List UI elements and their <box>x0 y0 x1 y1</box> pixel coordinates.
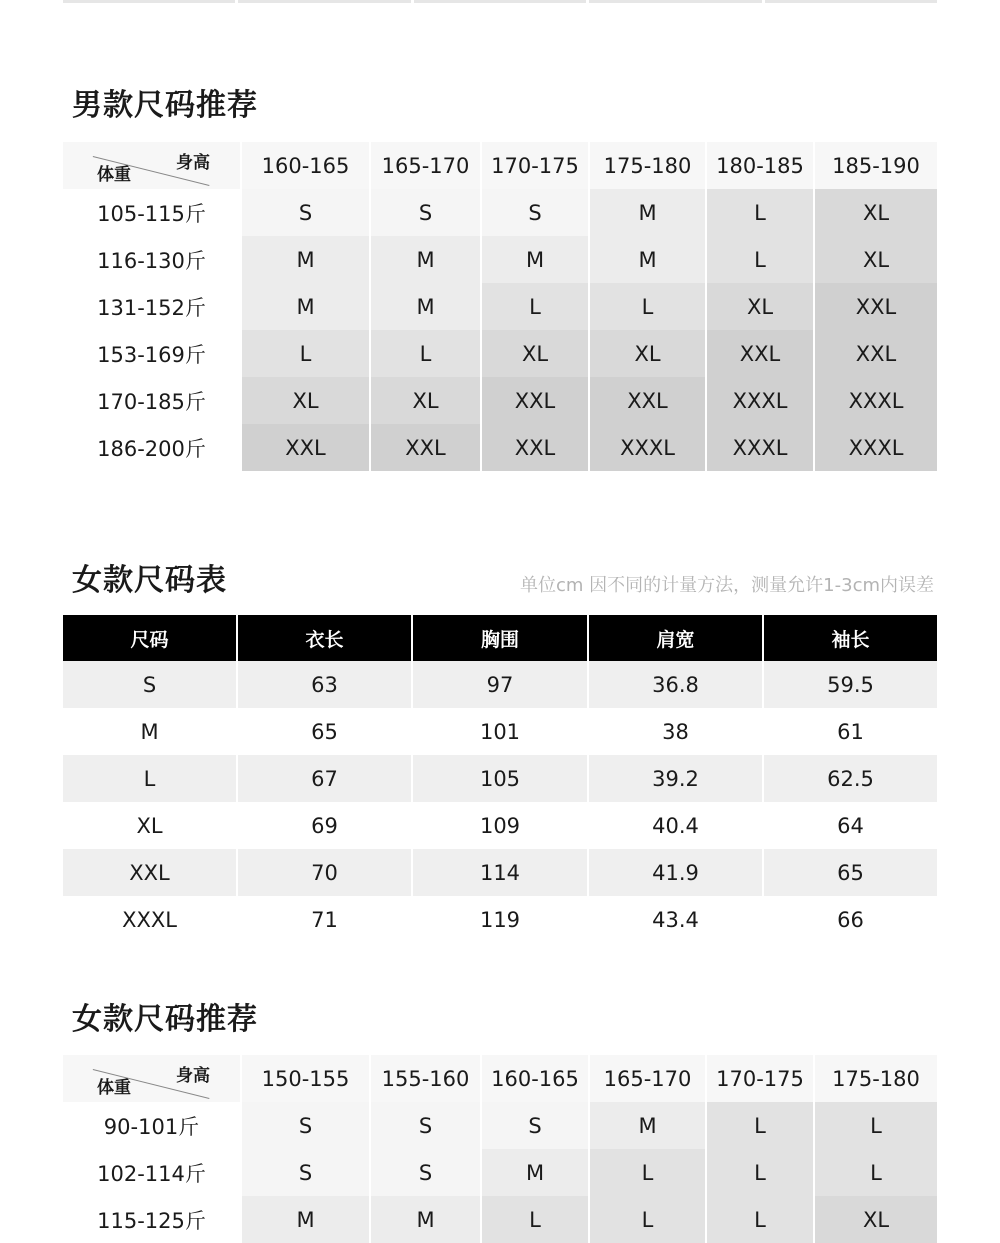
height-range-header: 185-190 <box>815 142 937 189</box>
weight-range-label: 170-185斤 <box>63 377 240 424</box>
women-size-recommendation-table <box>63 1055 937 1243</box>
size-cell: XXL <box>482 377 588 424</box>
size-cell: L <box>707 1102 813 1149</box>
size-cell: M <box>242 236 369 283</box>
size-cell: M <box>590 1102 705 1149</box>
size-cell: XXL <box>482 424 588 471</box>
table-cell: 69 <box>238 802 411 849</box>
size-cell: XXXL <box>707 377 813 424</box>
size-cell: S <box>371 1102 480 1149</box>
size-cell: S <box>242 189 369 236</box>
size-cell: XXL <box>815 283 937 330</box>
table-cell: 97 <box>413 661 587 708</box>
size-cell: XXXL <box>815 377 937 424</box>
measurement-note: 单位cm 因不同的计量方法，测量允许1-3cm内误差 <box>520 575 934 596</box>
height-range-header: 155-160 <box>371 1055 480 1102</box>
size-cell: M <box>242 283 369 330</box>
men-size-recommendation-table <box>63 142 937 471</box>
height-range-header: 150-155 <box>242 1055 369 1102</box>
table-corner-header <box>63 142 240 189</box>
table-cell: 65 <box>238 708 411 755</box>
table-corner-header <box>63 1055 240 1102</box>
table-cell: 39.2 <box>589 755 762 802</box>
table-cell: 36.8 <box>589 661 762 708</box>
size-cell: L <box>707 236 813 283</box>
table-cell: 66 <box>764 896 937 943</box>
women-rec-title: 女款尺码推荐 <box>72 1002 258 1037</box>
height-range-header: 170-175 <box>482 142 588 189</box>
table-cell: M <box>63 708 236 755</box>
size-cell: M <box>371 1196 480 1243</box>
weight-range-label: 186-200斤 <box>63 424 240 471</box>
weight-range-label: 131-152斤 <box>63 283 240 330</box>
size-cell: L <box>707 189 813 236</box>
weight-range-label: 102-114斤 <box>63 1149 240 1196</box>
size-cell: M <box>482 236 588 283</box>
size-cell: XXXL <box>707 424 813 471</box>
table-cell: L <box>63 755 236 802</box>
size-cell: L <box>590 283 705 330</box>
table-cell: 63 <box>238 661 411 708</box>
size-cell: L <box>482 1196 588 1243</box>
table-cell: 41.9 <box>589 849 762 896</box>
table-cell: 64 <box>764 802 937 849</box>
size-cell: S <box>242 1149 369 1196</box>
table-cell: 67 <box>238 755 411 802</box>
height-range-header: 175-180 <box>590 142 705 189</box>
size-cell: XXL <box>815 330 937 377</box>
table-cell: 62.5 <box>764 755 937 802</box>
size-cell: XL <box>815 1196 937 1243</box>
table-cell: 59.5 <box>764 661 937 708</box>
column-header: 衣长 <box>238 615 411 661</box>
size-cell: XL <box>482 330 588 377</box>
women-size-chart-table <box>63 615 937 943</box>
size-cell: M <box>590 189 705 236</box>
column-header: 胸围 <box>413 615 587 661</box>
table-cell: 119 <box>413 896 587 943</box>
table-cell: 101 <box>413 708 587 755</box>
size-cell: XXL <box>242 424 369 471</box>
height-range-header: 160-165 <box>242 142 369 189</box>
table-cell: 71 <box>238 896 411 943</box>
height-range-header: 180-185 <box>707 142 813 189</box>
size-cell: S <box>371 189 480 236</box>
size-cell: XL <box>815 189 937 236</box>
size-cell: S <box>242 1102 369 1149</box>
height-range-header: 165-170 <box>371 142 480 189</box>
table-cell: 43.4 <box>589 896 762 943</box>
size-cell: XL <box>371 377 480 424</box>
table-cell: 114 <box>413 849 587 896</box>
corner-height-label: 身高 <box>176 1066 210 1086</box>
size-cell: L <box>590 1149 705 1196</box>
size-cell: L <box>707 1149 813 1196</box>
men-rec-title: 男款尺码推荐 <box>72 88 258 123</box>
table-cell: 109 <box>413 802 587 849</box>
previous-table-edge <box>63 0 937 3</box>
column-header: 尺码 <box>63 615 236 661</box>
size-cell: M <box>590 236 705 283</box>
size-cell: XL <box>815 236 937 283</box>
size-cell: XXL <box>590 377 705 424</box>
height-range-header: 160-165 <box>482 1055 588 1102</box>
table-cell: 40.4 <box>589 802 762 849</box>
table-cell: 105 <box>413 755 587 802</box>
height-range-header: 175-180 <box>815 1055 937 1102</box>
weight-range-label: 90-101斤 <box>63 1102 240 1149</box>
size-cell: XXL <box>707 330 813 377</box>
size-cell: XXL <box>371 424 480 471</box>
table-cell: 38 <box>589 708 762 755</box>
size-cell: L <box>590 1196 705 1243</box>
corner-weight-label: 体重 <box>97 1078 131 1098</box>
height-range-header: 165-170 <box>590 1055 705 1102</box>
table-cell: S <box>63 661 236 708</box>
size-cell: M <box>482 1149 588 1196</box>
corner-height-label: 身高 <box>176 153 210 173</box>
size-cell: XXXL <box>590 424 705 471</box>
table-cell: XXL <box>63 849 236 896</box>
weight-range-label: 116-130斤 <box>63 236 240 283</box>
table-cell: 61 <box>764 708 937 755</box>
size-cell: L <box>371 330 480 377</box>
size-cell: L <box>242 330 369 377</box>
size-cell: L <box>815 1149 937 1196</box>
weight-range-label: 105-115斤 <box>63 189 240 236</box>
size-cell: L <box>707 1196 813 1243</box>
height-range-header: 170-175 <box>707 1055 813 1102</box>
size-cell: XL <box>707 283 813 330</box>
table-cell: XL <box>63 802 236 849</box>
weight-range-label: 153-169斤 <box>63 330 240 377</box>
column-header: 袖长 <box>764 615 937 661</box>
size-cell: XXXL <box>815 424 937 471</box>
table-cell: XXXL <box>63 896 236 943</box>
size-cell: M <box>371 283 480 330</box>
table-cell: 70 <box>238 849 411 896</box>
corner-weight-label: 体重 <box>97 165 131 185</box>
table-cell: 65 <box>764 849 937 896</box>
column-header: 肩宽 <box>589 615 762 661</box>
size-cell: S <box>371 1149 480 1196</box>
size-cell: S <box>482 189 588 236</box>
weight-range-label: 115-125斤 <box>63 1196 240 1243</box>
size-cell: XL <box>590 330 705 377</box>
women-table-title: 女款尺码表 <box>72 563 227 598</box>
size-cell: L <box>815 1102 937 1149</box>
size-cell: M <box>242 1196 369 1243</box>
size-cell: XL <box>242 377 369 424</box>
size-cell: M <box>371 236 480 283</box>
size-cell: S <box>482 1102 588 1149</box>
size-cell: L <box>482 283 588 330</box>
